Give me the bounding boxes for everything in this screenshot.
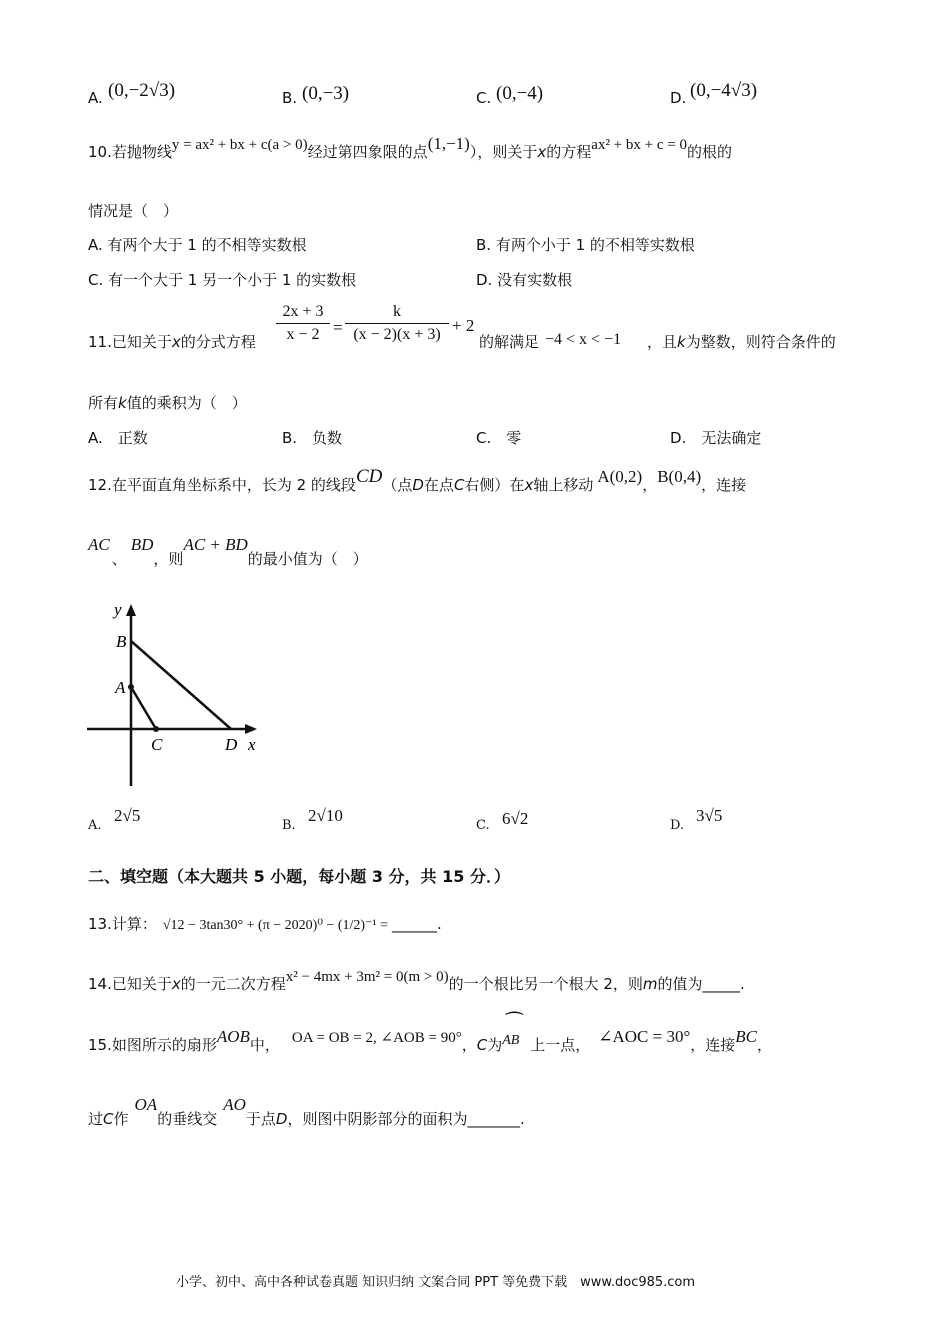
q10-text-1: 10.若抛物线	[88, 143, 172, 161]
q12-segment-ac	[131, 687, 156, 729]
q9-option-b-value: (0,−3)	[302, 83, 350, 104]
q11-line2	[88, 392, 247, 413]
q12-math-bd: BD	[130, 535, 154, 554]
q15-math-bc: BC	[735, 1027, 758, 1046]
q14-var-m: m	[642, 975, 658, 993]
q12-option-c-value: 6√2	[502, 809, 529, 828]
q10-line1	[88, 134, 732, 162]
q11-line2-k: k	[118, 394, 127, 412]
q12-fig-label-y: y	[114, 600, 122, 619]
q14-math-equation: x² − 4mx + 3m² = 0(m > 0)	[285, 969, 449, 985]
q12-fig-label-c: C	[151, 735, 163, 754]
q12-option-a-label: A.	[88, 818, 102, 833]
q15-text-6: ，连接	[690, 1036, 736, 1054]
q13-text-1: 13.计算：	[88, 915, 157, 933]
q13-line	[88, 913, 442, 934]
q10-line2: 情况是（ ）	[88, 202, 179, 220]
q10-text-3: ），则关于	[469, 143, 538, 161]
q11-text-2: 的分式方程	[180, 333, 256, 351]
q11-text-1	[88, 331, 256, 352]
q9-option-d-label: D.	[670, 89, 687, 107]
q12-option-a-value: 2√5	[114, 806, 141, 825]
q11-frac1-numerator: 2x + 3	[282, 303, 324, 320]
q15-math-sector: AOB	[216, 1027, 250, 1046]
page-footer: 小学、初中、高中各种试卷真题 知识归纳 文案合同 PPT 等免费下载 www.doc985.com	[176, 1275, 696, 1290]
q15-text-3: ，	[461, 1036, 477, 1054]
q12-fig-label-a: A	[115, 678, 126, 697]
q14-line	[88, 969, 745, 994]
q15-text-7: ，	[757, 1036, 773, 1054]
q12-x-arrow-icon	[245, 724, 257, 734]
q12-comma: ，	[642, 476, 658, 494]
q14-text-1: 14.已知关于	[88, 975, 172, 993]
q12-text-4: 右侧）在	[464, 476, 525, 494]
q10-math-point: (1,−1)	[427, 134, 470, 153]
q12-text-6: ，连接	[701, 476, 747, 494]
q9-option-d-value: (0,−4√3)	[690, 80, 758, 101]
q12-option-d-value: 3√5	[696, 806, 723, 825]
q11-text-1a: 11.已知关于	[88, 333, 172, 351]
q15-var-c2: C	[103, 1110, 114, 1128]
q10-option-a: A. 有两个大于 1 的不相等实数根	[88, 236, 307, 254]
q15-math-ao: AO	[223, 1095, 246, 1114]
q15-math-given: OA = OB = 2, ∠AOB = 90°	[291, 1030, 462, 1046]
q11-line2-b: 值的乘积为（ ）	[126, 394, 247, 412]
q10-text-2: 经过第四象限的点	[307, 143, 428, 161]
q12-var-c: C	[453, 476, 465, 494]
q9-option-c-label: C.	[476, 89, 492, 107]
q11-text-5: 为整数，则符合条件的	[685, 333, 836, 351]
q11-text-3: 的解满足	[479, 333, 540, 351]
q12-text-3: 在点	[423, 476, 454, 494]
q12-math-cd: CD	[355, 466, 383, 487]
q15-arc-mark-icon: ⁀	[506, 1013, 523, 1035]
q14-text-3: 的一个根比另一个根大 2，则	[448, 975, 643, 993]
q10-option-c: C. 有一个大于 1 另一个小于 1 的实数根	[88, 271, 357, 289]
section-2-heading: 二、填空题（本大题共 5 小题，每小题 3 分，共 15 分．）	[88, 867, 510, 886]
q11-option-d: D. 无法确定	[670, 429, 762, 447]
q15-math-angle: ∠AOC = 30°	[598, 1027, 691, 1046]
q11-plus-two: + 2	[452, 316, 475, 335]
q12-var-x: x	[524, 476, 534, 494]
q11-option-b: B. 负数	[282, 429, 343, 447]
q12-text-7: ，则	[153, 550, 184, 568]
q12-separator: 、	[111, 550, 127, 568]
q11-frac1-bar	[276, 323, 330, 324]
q15-line2-text-c: 的垂线交	[157, 1110, 218, 1128]
q12-point-c-dot	[153, 726, 159, 732]
q15-arc-ab	[502, 1013, 530, 1055]
q10-math-equation: ax² + bx + c = 0	[591, 137, 687, 153]
q12-point-a: A(0,2)	[597, 467, 643, 486]
q11-var-x: x	[171, 333, 181, 351]
q12-point-a-dot	[128, 684, 134, 690]
q10-text-5: 的根的	[686, 143, 732, 161]
q12-option-d-label: D.	[670, 818, 685, 833]
q9-option-b-label: B.	[282, 89, 298, 107]
q11-equals: =	[333, 318, 343, 337]
q10-option-b: B. 有两个小于 1 的不相等实数根	[476, 236, 695, 254]
q11-frac1-denominator: x − 2	[286, 326, 320, 343]
q12-point-b: B(0,4)	[657, 467, 702, 486]
q10-math-parabola: y = ax² + bx + c(a > 0)	[171, 137, 308, 153]
q15-math-oa: OA	[134, 1095, 158, 1114]
q12-segment-bd	[131, 641, 231, 729]
q11-fraction-1	[276, 303, 330, 344]
q12-text-8: 的最小值为（ ）	[247, 550, 368, 568]
q15-line2-text-a: 过	[88, 1110, 104, 1128]
q12-fig-label-b: B	[116, 632, 127, 651]
q14-text-2: 的一元二次方程	[180, 975, 286, 993]
q11-text-4	[647, 331, 836, 352]
q13-math-expression: √12 − 3tan30° + (π − 2020)⁰ − (1/2)⁻¹ =	[162, 918, 389, 933]
q15-var-c: C	[476, 1036, 488, 1054]
q11-line2-a: 所有	[88, 394, 119, 412]
q12-math-sum: AC + BD	[183, 535, 248, 554]
q15-line2-text-b: 作	[113, 1110, 129, 1128]
q11-option-a: A. 正数	[88, 429, 148, 447]
q10-var-x: x	[537, 143, 547, 161]
q13-answer-blank: ______.	[392, 915, 442, 933]
q12-math-ac: AC	[88, 535, 110, 554]
q11-frac2-denominator: (x − 2)(x + 3)	[353, 326, 441, 343]
q10-text-4: 的方程	[546, 143, 592, 161]
q15-text-2: 中，	[249, 1036, 280, 1054]
q12-fig-label-x: x	[248, 735, 256, 754]
q12-text-2: （点	[382, 476, 413, 494]
q12-var-d: D	[412, 476, 424, 494]
q15-line2-text-d: 于点	[245, 1110, 276, 1128]
q9-option-a-value: (0,−2√3)	[108, 80, 176, 101]
q12-option-b-value: 2√10	[308, 806, 343, 825]
q11-fraction-2	[345, 303, 449, 344]
q12-fig-label-d: D	[225, 735, 238, 754]
q15-text-5: 上一点，	[530, 1036, 591, 1054]
q9-option-a-label: A.	[88, 89, 103, 107]
q11-math-range: −4 < x < −1	[545, 331, 622, 348]
q11-text-4a: ，且	[647, 333, 678, 351]
q14-var-x: x	[171, 975, 181, 993]
q15-text-4: 为	[487, 1036, 503, 1054]
q12-y-arrow-icon	[126, 604, 136, 616]
q11-frac2-bar	[345, 323, 449, 324]
q15-arc-label: AB	[502, 1033, 520, 1048]
q12-text-5: 轴上移动	[533, 476, 594, 494]
q15-line2-text-e: ，则图中阴影部分的面积为_______.	[287, 1110, 525, 1128]
q12-text-1: 12.在平面直角坐标系中，长为 2 的线段	[88, 476, 356, 494]
q10-option-d: D. 没有实数根	[476, 271, 573, 289]
q15-text-1: 15.如图所示的扇形	[88, 1036, 217, 1054]
q12-line2	[88, 535, 368, 569]
q12-option-b-label: B.	[282, 818, 296, 833]
q15-var-d: D	[275, 1110, 288, 1128]
q11-frac2-numerator: k	[393, 303, 401, 320]
q11-var-k: k	[677, 333, 686, 351]
q12-coordinate-figure	[84, 598, 264, 788]
q12-line1	[88, 466, 747, 496]
q15-line2	[88, 1095, 525, 1129]
q12-option-c-label: C.	[476, 818, 490, 833]
q9-option-c-value: (0,−4)	[496, 83, 544, 104]
q11-option-c: C. 零	[476, 429, 522, 447]
q15-line1	[88, 1013, 773, 1055]
q14-text-4: 的值为_____.	[657, 975, 745, 993]
